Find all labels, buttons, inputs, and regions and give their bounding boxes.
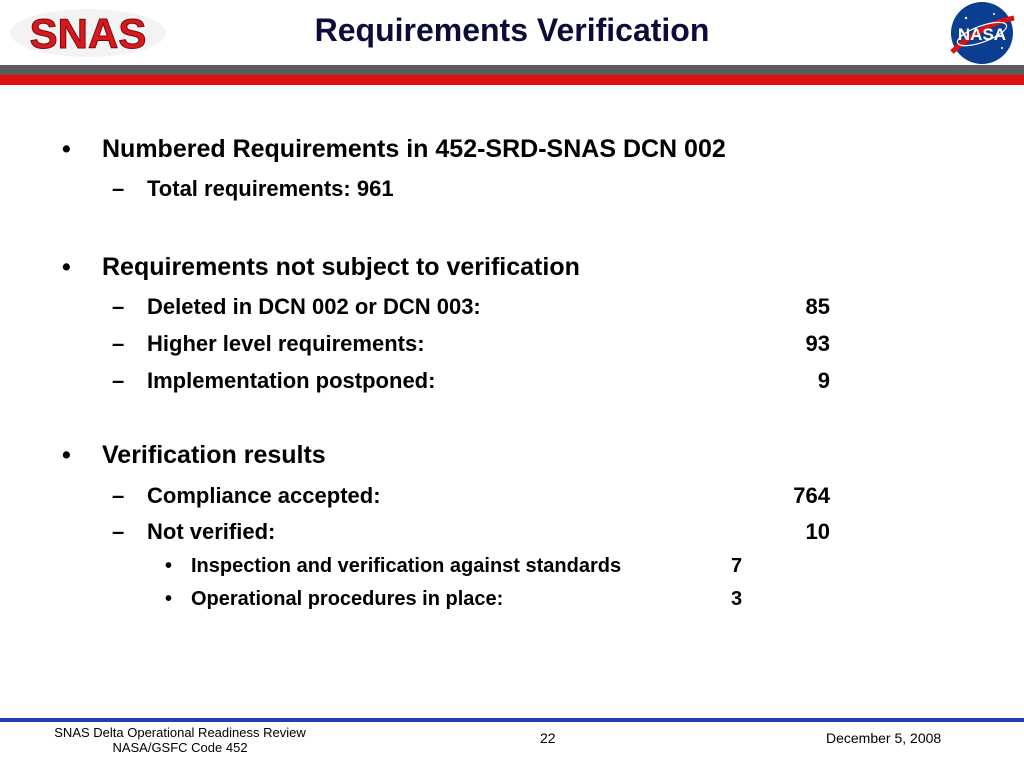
count-value: 93 <box>805 331 830 356</box>
subbullet-text: Not verified: <box>147 519 276 544</box>
bullet-marker: • <box>165 588 173 610</box>
svg-text:NASA: NASA <box>957 25 1007 44</box>
count-value: 9 <box>817 368 830 393</box>
count-value: 764 <box>793 483 830 508</box>
subbullet-text: Deleted in DCN 002 or DCN 003: <box>147 294 481 319</box>
footer-organization: NASA/GSFC Code 452 <box>112 740 248 755</box>
page-title: Requirements Verification <box>314 12 710 48</box>
bullet-marker: • <box>62 253 71 281</box>
nasa-logo <box>944 0 1020 66</box>
page-number: 22 <box>540 730 556 746</box>
count-value: 10 <box>805 519 830 544</box>
dash-marker: – <box>112 294 125 319</box>
sub-subbullet-text: Operational procedures in place: <box>191 588 504 610</box>
bullet-text: Numbered Requirements in 452-SRD-SNAS DCN 002 <box>102 135 726 163</box>
subbullet-text: Higher level requirements: <box>147 331 425 356</box>
footer-review-info <box>30 725 330 755</box>
count-value: 85 <box>805 294 830 319</box>
subbullet-text: Total requirements: 961 <box>147 176 394 201</box>
dash-marker: – <box>112 519 125 544</box>
footer-divider <box>0 718 1024 722</box>
footer-date: December 5, 2008 <box>826 730 942 746</box>
bullet-marker: • <box>62 135 71 163</box>
bullet-marker: • <box>62 441 71 469</box>
footer-review-title: SNAS Delta Operational Readiness Review <box>54 725 306 740</box>
dash-marker: – <box>112 483 125 508</box>
count-value: 3 <box>731 588 743 610</box>
bullet-marker: • <box>165 555 173 577</box>
subbullet-text: Compliance accepted: <box>147 483 381 508</box>
dash-marker: – <box>112 331 125 356</box>
sub-subbullet-text: Inspection and verification against standards <box>191 555 622 577</box>
subbullet-text: Implementation postponed: <box>147 368 436 393</box>
bullet-text: Verification results <box>102 441 326 469</box>
svg-text:SNAS: SNAS <box>29 10 147 57</box>
dash-marker: – <box>112 176 125 201</box>
header-divider-dark <box>0 65 1024 75</box>
dash-marker: – <box>112 368 125 393</box>
header-divider-red <box>0 75 1024 85</box>
count-value: 7 <box>731 555 743 577</box>
bullet-text: Requirements not subject to verification <box>102 253 580 281</box>
